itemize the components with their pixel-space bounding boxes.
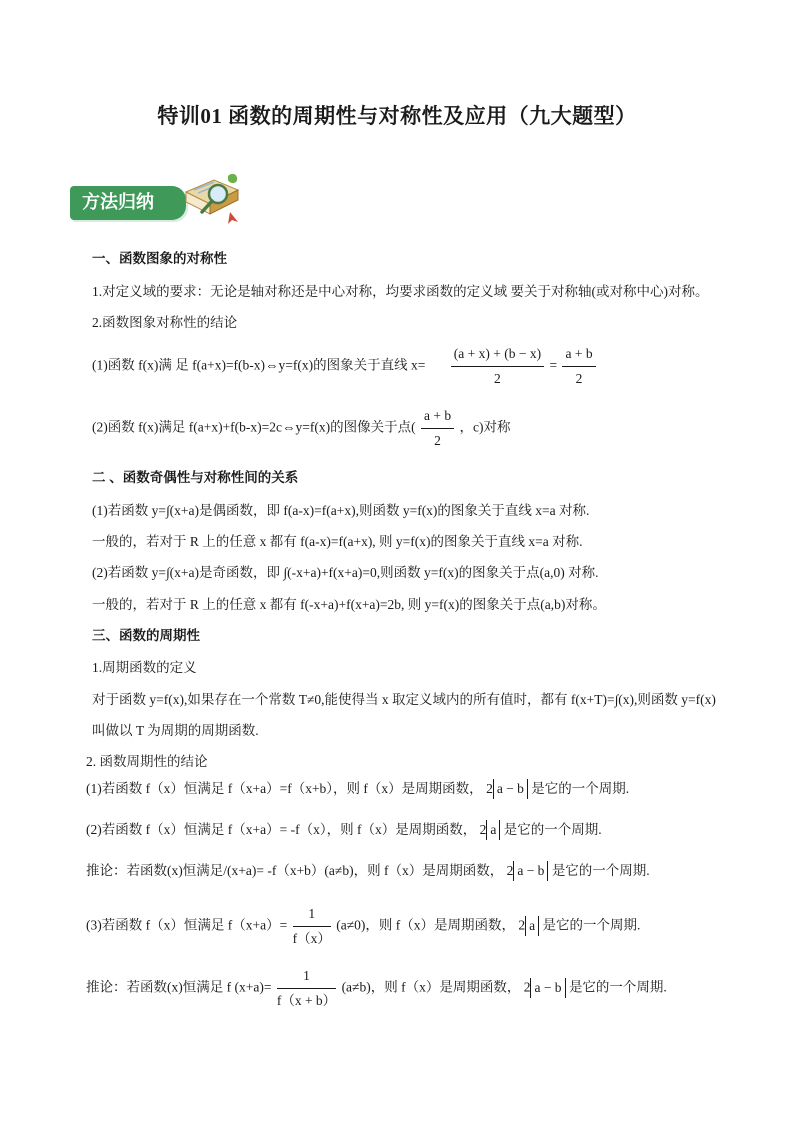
period-rule-2 [86, 820, 602, 840]
period-corollary-2 [86, 966, 667, 1011]
s2-line2: 一般的，若对于 R 上的任意 x 都有 f(a-x)=f(a+x), 则 y=f(x)的图象关于直线 x=a 对称. [92, 534, 583, 549]
fraction-numerator: 1 [277, 966, 336, 989]
rule-text: (3)若函数 f（x）恒满足 f（x+a）= [86, 917, 288, 933]
rule-text: 推论：若函数(x)恒满足/(x+a)= -f（x+b）(a≠b)，则 f（x）是周期函数， [86, 863, 504, 878]
rule-tail: 是它的一个周期. [542, 917, 641, 933]
rule-condition: (a≠b)，则 f（x）是周期函数， [341, 979, 521, 995]
rule-text: (2)若函数 f（x）恒满足 f（x+a）= -f（x），则 f（x）是周期函数， [86, 822, 477, 837]
s1-line3-text: (1)函数 f(x)满 足 f(a+x)=f(b-x)⇔y=f(x)的图象关于直线 x= [92, 357, 426, 373]
rule-coefficient: 2 [518, 917, 526, 933]
s1-line4 [92, 406, 510, 451]
fraction-axis-2 [562, 344, 595, 389]
rule-coefficient: 2 [479, 822, 487, 837]
fraction-numerator: 1 [293, 904, 331, 927]
rule-tail: 是它的一个周期. [503, 822, 602, 837]
fraction-reciprocal [277, 966, 336, 1011]
absolute-value: a [525, 916, 539, 936]
fraction-axis-1 [451, 344, 544, 389]
fraction-denominator: f（x） [292, 931, 331, 946]
s1-line1: 1.对定义域的要求：无论是轴对称还是中心对称，均要求函数的定义域 要关于对称轴(或对称中心)对称。 [92, 284, 709, 299]
method-badge [70, 170, 240, 230]
rule-coefficient: 2 [523, 979, 531, 995]
book-magnifier-icon [180, 170, 244, 226]
absolute-value: a − b [530, 978, 565, 998]
section1-heading: 一、函数图象的对称性 [92, 251, 227, 266]
absolute-value: a − b [493, 779, 528, 799]
s3-line4: 2. 函数周期性的结论 [86, 754, 208, 769]
period-corollary-1 [86, 861, 650, 881]
fraction-denominator: 2 [494, 371, 501, 386]
period-rule-1 [86, 779, 629, 799]
rule-text: 推论：若函数(x)恒满足 f (x+a)= [86, 979, 272, 995]
s1-line4-tail: ，c)对称 [459, 419, 511, 435]
fraction-numerator: a + b [562, 344, 595, 367]
s2-line4: 一般的，若对于 R 上的任意 x 都有 f(-x+a)+f(x+a)=2b, 则 y=f(x)的图象关于点(a,b)对称。 [92, 597, 606, 612]
rule-text: (1)若函数 f（x）恒满足 f（x+a）=f（x+b），则 f（x）是周期函数， [86, 781, 483, 796]
rule-coefficient: 2 [506, 863, 514, 878]
equals-sign: = [549, 357, 558, 373]
rule-tail: 是它的一个周期. [568, 979, 667, 995]
absolute-value: a − b [513, 861, 548, 881]
fraction-center [421, 406, 454, 451]
s3-line1: 1.周期函数的定义 [92, 660, 197, 675]
fraction-denominator: 2 [434, 433, 441, 448]
period-rule-3 [86, 904, 640, 949]
fraction-numerator: a + b [421, 406, 454, 429]
s2-line1: (1)若函数 y=∫(x+a)是偶函数，即 f(a-x)=f(a+x),则函数 y=f(x)的图象关于直线 x=a 对称. [92, 503, 590, 518]
s3-line2: 对于函数 y=f(x),如果存在一个常数 T≠0,能使得当 x 取定义域内的所有值时，都有 f(x+T)=∫(x),则函数 y=f(x) [92, 692, 716, 707]
rule-tail: 是它的一个周期. [551, 863, 650, 878]
section2-heading: 二 、函数奇偶性与对称性间的关系 [92, 470, 299, 485]
rule-coefficient: 2 [486, 781, 493, 796]
fraction-reciprocal [293, 904, 331, 949]
badge-label: 方法归纳 [70, 186, 186, 220]
section3-heading: 三、函数的周期性 [92, 628, 200, 643]
s1-line2: 2.函数图象对称性的结论 [92, 315, 238, 330]
fraction-numerator: (a + x) + (b − x) [451, 344, 544, 367]
s1-line4-text: (2)函数 f(x)满足 f(a+x)+f(b-x)=2c⇔y=f(x)的图像关于点( [92, 419, 416, 435]
absolute-value: a [486, 820, 500, 840]
rule-tail: 是它的一个周期. [531, 781, 630, 796]
fraction-denominator: f（x + b） [276, 993, 337, 1008]
s3-line3: 叫做以 T 为周期的周期函数. [92, 723, 259, 738]
fraction-denominator: 2 [575, 371, 583, 386]
s1-line3 [92, 344, 598, 389]
rule-condition: (a≠0)，则 f（x）是周期函数， [336, 917, 515, 933]
page-title: 特训01 函数的周期性与对称性及应用（九大题型） [157, 104, 637, 128]
s2-line3: (2)若函数 y=∫(x+a)是奇函数，即 ∫(-x+a)+f(x+a)=0,则函数 y=f(x)的图象关于点(a,0) 对称. [92, 565, 599, 580]
